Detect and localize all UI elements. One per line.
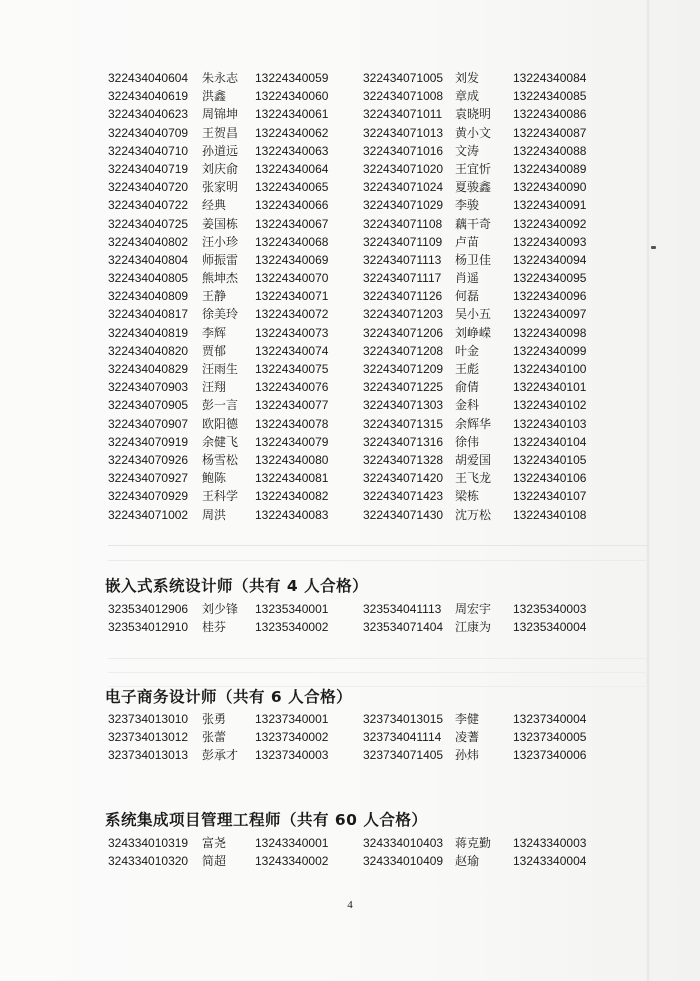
certificate-id-cell: 13235340002 [255, 620, 329, 635]
exam-id-cell: 322434071011 [363, 107, 443, 122]
certificate-id-cell: 13224340080 [255, 452, 329, 467]
exam-id-cell: 322434040725 [108, 216, 189, 231]
certificate-id-cell: 13224340059 [255, 71, 329, 85]
exam-id-cell: 322434071024 [363, 180, 444, 195]
exam-id-cell: 322434040722 [108, 198, 189, 213]
exam-id-cell: 322434071303 [363, 398, 444, 413]
exam-id-cell: 322434040804 [108, 252, 189, 267]
name-cell: 鲍陈 [202, 471, 227, 486]
name-cell: 洪鑫 [202, 89, 227, 104]
exam-id-cell: 322434071328 [363, 452, 444, 467]
certificate-id-cell: 13243340004 [513, 854, 587, 869]
exam-id-cell: 322434040805 [108, 271, 189, 286]
name-cell: 汪翔 [202, 380, 227, 395]
exam-id-cell: 322434070927 [108, 471, 189, 486]
exam-id-cell: 323734013015 [363, 712, 444, 726]
name-cell: 胡爱国 [455, 452, 492, 467]
certificate-id-cell: 13224340091 [513, 198, 587, 213]
certificate-id-cell: 13243340001 [255, 836, 329, 850]
certificate-id-cell: 13224340073 [255, 325, 329, 340]
name-cell: 王科学 [202, 489, 239, 504]
certificate-id-cell: 13237340004 [513, 712, 587, 726]
name-cell: 刘庆俞 [202, 161, 239, 176]
exam-id-cell: 322434040719 [108, 161, 189, 176]
name-cell: 藕干奇 [455, 216, 492, 231]
certificate-id-cell: 13224340061 [255, 107, 329, 122]
name-cell: 吴小五 [455, 307, 492, 322]
name-cell: 李辉 [202, 325, 227, 340]
name-cell: 王静 [202, 289, 227, 304]
name-cell: 江康为 [455, 620, 492, 635]
name-cell: 刘发 [455, 71, 480, 85]
name-cell: 姜国栋 [202, 216, 239, 231]
exam-id-cell: 322434071108 [363, 216, 443, 231]
name-cell: 叶金 [455, 343, 480, 358]
exam-id-cell: 322434071117 [363, 271, 442, 286]
certificate-id-cell: 13224340083 [255, 507, 329, 522]
exam-id-cell: 324334010319 [108, 836, 189, 850]
exam-id-cell: 322434071016 [363, 143, 444, 158]
exam-id-cell: 322434070905 [108, 398, 189, 413]
certificate-id-cell: 13224340088 [513, 143, 587, 158]
certificate-id-cell: 13224340106 [513, 471, 587, 486]
exam-id-cell: 324334010403 [363, 836, 444, 850]
name-cell: 杨卫佳 [455, 252, 492, 267]
exam-id-cell: 322434040809 [108, 289, 189, 304]
name-cell: 王彪 [455, 362, 480, 376]
name-cell: 张勇 [202, 712, 227, 726]
name-cell: 欧阳德 [202, 416, 239, 431]
name-cell: 张蕾 [202, 730, 227, 745]
certificate-id-cell: 13224340075 [255, 362, 329, 376]
name-cell: 赵瑜 [455, 854, 480, 869]
certificate-id-cell: 13224340072 [255, 307, 329, 322]
exam-id-cell: 322434071208 [363, 343, 444, 358]
exam-id-cell: 322434040820 [108, 343, 189, 358]
certificate-id-cell: 13224340081 [255, 471, 329, 486]
certificate-id-cell: 13224340097 [513, 307, 587, 322]
name-cell: 刘峥嵘 [455, 325, 492, 340]
exam-id-cell: 323734013013 [108, 748, 189, 763]
certificate-id-cell: 13224340096 [513, 289, 587, 304]
name-cell: 师振雷 [202, 252, 239, 267]
exam-id-cell: 322434040623 [108, 107, 189, 122]
certificate-id-cell: 13224340099 [513, 343, 587, 358]
exam-id-cell: 322434071420 [363, 471, 444, 486]
certificate-id-cell: 13237340006 [513, 748, 587, 763]
name-cell: 俞倩 [455, 380, 480, 395]
exam-id-cell: 323734041114 [363, 730, 442, 745]
section-title-system-integration: 系统集成项目管理工程师（共有 60 人合格） [105, 811, 428, 829]
name-cell: 卢苗 [455, 234, 480, 249]
name-cell: 袁晓明 [455, 107, 492, 122]
certificate-id-cell: 13237340003 [255, 748, 329, 763]
certificate-id-cell: 13237340001 [255, 712, 329, 726]
exam-id-cell: 322434071225 [363, 380, 444, 395]
exam-id-cell: 323734071405 [363, 748, 444, 763]
exam-id-cell: 322434040619 [108, 89, 189, 104]
certificate-id-cell: 13224340086 [513, 107, 587, 122]
certificate-id-cell: 13224340066 [255, 198, 329, 213]
name-cell: 朱永志 [202, 71, 239, 85]
scan-mark [651, 246, 656, 249]
name-cell: 沈万松 [455, 507, 492, 522]
name-cell: 凌蓍 [455, 730, 480, 745]
name-cell: 熊坤杰 [202, 271, 239, 286]
certificate-id-cell: 13224340062 [255, 125, 329, 140]
certificate-id-cell: 13243340003 [513, 836, 587, 850]
certificate-id-cell: 13224340071 [255, 289, 329, 304]
exam-id-cell: 323534012906 [108, 602, 189, 616]
certificate-id-cell: 13224340100 [513, 362, 587, 376]
certificate-id-cell: 13224340108 [513, 507, 587, 522]
certificate-id-cell: 13224340107 [513, 489, 587, 504]
name-cell: 章成 [455, 89, 480, 104]
certificate-id-cell: 13224340082 [255, 489, 329, 504]
name-cell: 周锦坤 [202, 107, 239, 122]
certificate-id-cell: 13224340084 [513, 71, 587, 85]
exam-id-cell: 322434070903 [108, 380, 189, 395]
exam-id-cell: 323534041113 [363, 602, 442, 616]
certificate-id-cell: 13224340064 [255, 161, 329, 176]
certificate-id-cell: 13224340085 [513, 89, 587, 104]
name-cell: 孙道远 [202, 143, 239, 158]
certificate-id-cell: 13224340090 [513, 180, 587, 195]
exam-id-cell: 322434071002 [108, 507, 189, 522]
section-title-embedded-systems: 嵌入式系统设计师（共有 4 人合格） [105, 577, 369, 595]
exam-id-cell: 322434040819 [108, 325, 189, 340]
certificate-id-cell: 13237340002 [255, 730, 329, 745]
name-cell: 徐美玲 [202, 307, 239, 322]
certificate-id-cell: 13224340070 [255, 271, 329, 286]
exam-id-cell: 322434071020 [363, 161, 444, 176]
name-cell: 简超 [202, 854, 227, 869]
exam-id-cell: 322434071315 [363, 416, 444, 431]
exam-id-cell: 322434040709 [108, 125, 189, 140]
exam-id-cell: 322434071430 [363, 507, 444, 522]
certificate-id-cell: 13224340105 [513, 452, 587, 467]
certificate-id-cell: 13235340001 [255, 602, 329, 616]
name-cell: 桂芬 [202, 620, 227, 635]
name-cell: 何磊 [455, 289, 480, 304]
name-cell: 王贺昌 [202, 125, 239, 140]
name-cell: 周洪 [202, 507, 227, 522]
certificate-id-cell: 13224340067 [255, 216, 329, 231]
certificate-id-cell: 13224340069 [255, 252, 329, 267]
name-cell: 李骏 [455, 198, 480, 213]
name-cell: 刘少锋 [202, 602, 239, 616]
name-cell: 汪雨生 [202, 362, 239, 376]
name-cell: 孙炜 [455, 748, 480, 763]
certificate-id-cell: 13224340076 [255, 380, 329, 395]
name-cell: 李健 [455, 712, 480, 726]
name-cell: 王宜忻 [455, 161, 492, 176]
certificate-id-cell: 13224340087 [513, 125, 587, 140]
binding-edge-shadow [646, 0, 650, 981]
exam-id-cell: 323534012910 [108, 620, 189, 635]
certificate-id-cell: 13243340002 [255, 854, 329, 869]
certificate-id-cell: 13224340074 [255, 343, 329, 358]
name-cell: 汪小珍 [202, 234, 239, 249]
certificate-id-cell: 13224340102 [513, 398, 587, 413]
name-cell: 夏骏鑫 [455, 180, 492, 195]
exam-id-cell: 322434070907 [108, 416, 189, 431]
name-cell: 经典 [202, 198, 227, 213]
name-cell: 黄小文 [455, 125, 492, 140]
exam-id-cell: 322434070919 [108, 434, 189, 449]
exam-id-cell: 322434040604 [108, 71, 189, 85]
certificate-id-cell: 13224340089 [513, 161, 587, 176]
certificate-id-cell: 13224340095 [513, 271, 587, 286]
exam-id-cell: 324334010320 [108, 854, 189, 869]
exam-id-cell: 322434040710 [108, 143, 189, 158]
exam-id-cell: 322434070929 [108, 489, 189, 504]
name-cell: 梁栋 [455, 489, 480, 504]
exam-id-cell: 323734013012 [108, 730, 189, 745]
exam-id-cell: 322434071029 [363, 198, 444, 213]
exam-id-cell: 322434071013 [363, 125, 444, 140]
certificate-id-cell: 13237340005 [513, 730, 587, 745]
exam-id-cell: 322434070926 [108, 452, 189, 467]
name-cell: 彭承才 [202, 748, 239, 763]
certificate-id-cell: 13224340078 [255, 416, 329, 431]
certificate-id-cell: 13224340093 [513, 234, 587, 249]
exam-id-cell: 323534071404 [363, 620, 444, 635]
exam-id-cell: 322434071203 [363, 307, 444, 322]
name-cell: 周宏宇 [455, 602, 492, 616]
certificate-id-cell: 13224340094 [513, 252, 587, 267]
name-cell: 蒋克勤 [455, 836, 492, 850]
exam-id-cell: 322434040802 [108, 234, 189, 249]
certificate-id-cell: 13224340068 [255, 234, 329, 249]
exam-id-cell: 324334010409 [363, 854, 444, 869]
exam-id-cell: 323734013010 [108, 712, 189, 726]
exam-id-cell: 322434040829 [108, 362, 189, 376]
certificate-id-cell: 13224340060 [255, 89, 329, 104]
page-number: 4 [347, 899, 353, 911]
certificate-id-cell: 13235340003 [513, 602, 587, 616]
section-title-ecommerce: 电子商务设计师（共有 6 人合格） [105, 688, 353, 706]
name-cell: 余辉华 [455, 416, 492, 431]
exam-id-cell: 322434071209 [363, 362, 444, 376]
name-cell: 王飞龙 [455, 471, 492, 486]
name-cell: 金科 [455, 398, 480, 413]
name-cell: 彭一言 [202, 398, 239, 413]
certificate-id-cell: 13224340077 [255, 398, 329, 413]
exam-id-cell: 322434040720 [108, 180, 189, 195]
name-cell: 贾郁 [202, 343, 227, 358]
exam-id-cell: 322434071005 [363, 71, 444, 85]
certificate-id-cell: 13224340103 [513, 416, 587, 431]
certificate-id-cell: 13224340079 [255, 434, 329, 449]
name-cell: 张家明 [202, 180, 239, 195]
exam-id-cell: 322434040817 [108, 307, 189, 322]
name-cell: 富尧 [202, 836, 227, 850]
name-cell: 杨雪松 [202, 452, 239, 467]
certificate-id-cell: 13224340098 [513, 325, 587, 340]
exam-id-cell: 322434071126 [363, 289, 443, 304]
exam-id-cell: 322434071423 [363, 489, 444, 504]
exam-id-cell: 322434071109 [363, 234, 443, 249]
name-cell: 文涛 [455, 143, 480, 158]
certificate-id-cell: 13235340004 [513, 620, 587, 635]
exam-id-cell: 322434071316 [363, 434, 444, 449]
name-cell: 肖遥 [455, 271, 480, 286]
certificate-id-cell: 13224340101 [513, 380, 587, 395]
name-cell: 余健飞 [202, 434, 239, 449]
exam-id-cell: 322434071113 [363, 252, 442, 267]
name-cell: 徐伟 [455, 434, 480, 449]
exam-id-cell: 322434071008 [363, 89, 444, 104]
certificate-id-cell: 13224340063 [255, 143, 329, 158]
exam-id-cell: 322434071206 [363, 325, 444, 340]
certificate-id-cell: 13224340065 [255, 180, 329, 195]
certificate-id-cell: 13224340092 [513, 216, 587, 231]
certificate-id-cell: 13224340104 [513, 434, 587, 449]
